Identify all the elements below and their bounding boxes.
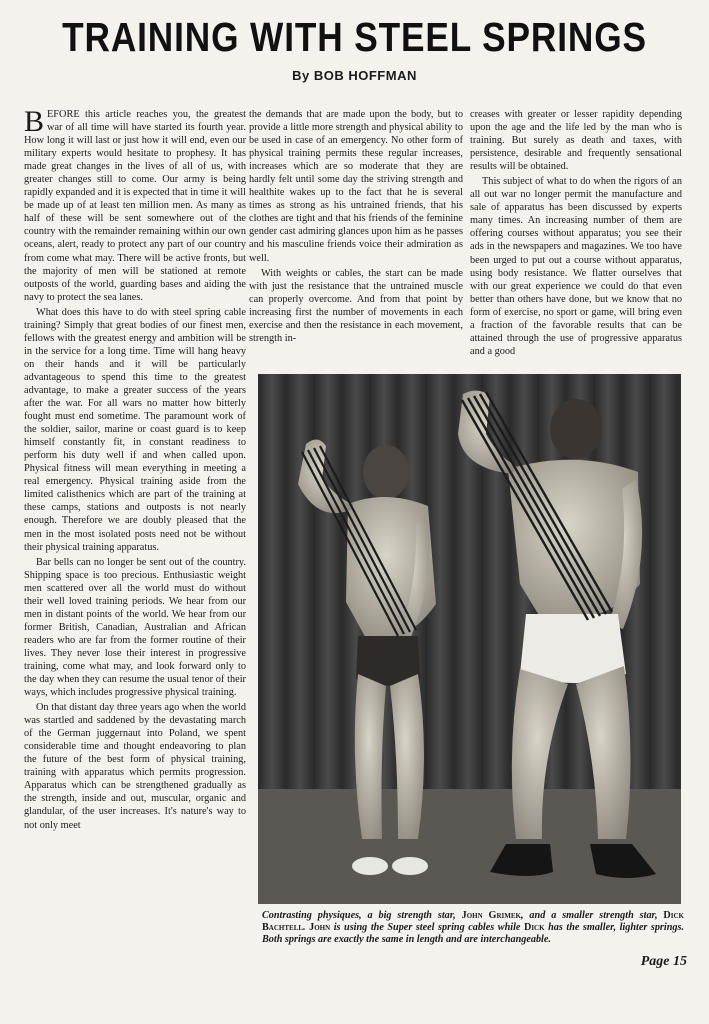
caption-text: , and a smaller strength star,: [520, 910, 664, 921]
article-column-3: [470, 108, 682, 363]
paragraph: With weights or cables, the start can be made with just the resistance that the untrained muscle can properly overcome. And from that point by increasing first the number of movements in each exercise and then the resistance in each movement, strength in-: [249, 267, 463, 344]
paragraph: creases with greater or lesser rapidity depending upon the age and the life led by the man who is training. But surely as death and taxes, with persistence, desirable and frequently sensational results will be obtained.: [470, 109, 682, 173]
paragraph: On that distant day three years ago when the world was startled and saddened by the devastating march of the German juggernaut into Poland, we spent considerable time and thought endeavoring to plan the future of the best form of physical training, training with apparatus which permits progression. Apparatus which can be strengthened gradually as the strength, inside and out, muscular, organic and glandular, of the user increases. It's nature's way to not only meet: [24, 702, 246, 831]
photo-illustration: [258, 374, 681, 904]
paragraph-text: EFORE this article reaches you, the greatest war of all time will have started its fourth year. How long it will last or just how it will end, even our military experts would hesitate to prophesy. It has made great changes in the lives of all of us, with greater changes still to come. Our army is being rapidly expanded and it is expected that in time it will be made up of at least ten million men. As many as half of these will be sent somewhere out of the country with the remainder remaining within our own oceans, alert, ready to protect any part of our country from come what may. There will be active fronts, but the majority of men will be stationed at remote outposts of the world, guarding bases and aiding the navy to protect the sea lanes.: [24, 109, 246, 303]
paragraph: This subject of what to do when the rigors of an all out war no longer permit the manufacture and sale of apparatus has been discussed by experts many times. An increasing number of them are offering courses without apparatus; you see their ads in the newspapers and magazines. We too have been urged to put out a course without apparatus, using body resistance. We flatter ourselves that with our great experience we could do that even better than others have done, but we know that no form of exercise, no sport or game, will bring even a fraction of the favorable results that can be attained through the use of progressive apparatus and a good: [470, 176, 682, 357]
paragraph: the demands that are made upon the body, but to provide a little more strength and physical ability to be used in case of an emergency. No other form of physical training permits these regular increases, increases which are so moderate that they are hardly felt until some day the striving strength and healthite wakes up to the fact that he is several times as strong as his untrained friends, that his clothes are tight and that his friends of the feminine gender cast admiring glances upon him as he passes and his masculine friends voice their admiration as well.: [249, 109, 463, 264]
paragraph: [24, 108, 246, 304]
page-number: Page 15: [640, 954, 687, 969]
article-column-2: [249, 108, 463, 363]
paragraph: What does this have to do with steel spring cable training? Simply that great bodies of our finest men, fellows with the greatest energy and ambition will be in the service for a long time. Time will hang heavy on their hands and it will be particularly advantageous to spend this time to the greatest advantage, to make a greater success of the years after the war. For all wars no matter how bitterly fought must end sometime. The paramount work of the soldier, sailor, marine or coast guard is to keep himself constantly fit, in constant readiness to perform his duty well if and when called upon. Physical fitness will mean everything in meeting a real emergency. Physical training aside from the limited calisthenics which are part of the training at these camps, stations and outposts is not nearly enough. Therefore we are doubly pleased that the men in the most isolated posts need not be without their physical training apparatus.: [24, 306, 246, 553]
article-column-1: [24, 108, 246, 953]
photo-caption: [262, 910, 684, 947]
article-title: TRAINING WITH STEEL SPRINGS: [62, 14, 647, 60]
caption-name: John: [309, 922, 331, 934]
caption-text: has the smaller, lighter springs. Both springs are exactly the same in length and are interchangeable.: [262, 922, 684, 946]
caption-name: Dick Bachtell: [262, 910, 684, 934]
byline: By BOB HOFFMAN: [292, 68, 417, 83]
caption-text: is using the Super steel spring cables while: [330, 922, 524, 934]
drop-cap: B: [24, 108, 45, 138]
caption-name: John Grimek: [461, 910, 521, 921]
caption-name: Dick: [523, 922, 545, 934]
caption-text: .: [303, 922, 310, 934]
caption-text: Contrasting physiques, a big strength star,: [262, 910, 462, 921]
paragraph: Bar bells can no longer be sent out of the country. Shipping space is too precious. Enthusiastic weight men scattered over all the world must do without their well loved training periods. We hear from our men in distant points of the world. We hear from our former British, Canadian, Australian and African readers who are far from the former routine of their lives. They never lose their interest in progressive training, come what may, and look forward only to the day when they can resume the usual tenor of their ways, which includes progressive physical training.: [24, 556, 246, 699]
photo-two-men-spring-cables: [258, 374, 681, 904]
